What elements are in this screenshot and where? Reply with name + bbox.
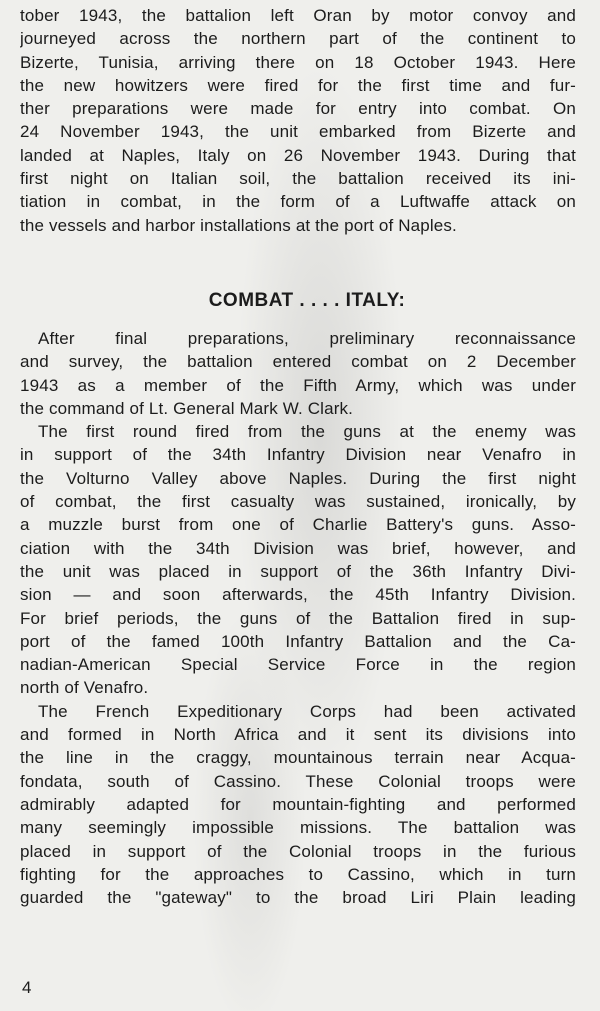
- text-line: of combat, the first casualty was sustained, ironically, by: [20, 492, 576, 512]
- text-line: After final preparations, preliminary reconnaissance: [38, 329, 576, 348]
- text-line: landed at Naples, Italy on 26 November 1943. During that: [20, 145, 576, 165]
- text-line: the vessels and harbor installations at the port of Naples.: [20, 215, 457, 235]
- text-line: and formed in North Africa and it sent its divisions into: [20, 725, 576, 745]
- text-line: fighting for the approaches to Cassino, which in turn: [20, 864, 576, 884]
- text-line: a muzzle burst from one of Charlie Battery's guns. Asso-: [20, 515, 576, 535]
- text-line: first night on Italian soil, the battalion received its ini-: [20, 169, 576, 189]
- text-line: The first round fired from the guns at the enemy was: [38, 422, 576, 442]
- intro-paragraph: [20, 4, 576, 237]
- text-line: admirably adapted for mountain-fighting and performed: [20, 794, 576, 814]
- text-line: 1943 as a member of the Fifth Army, which was under: [20, 375, 576, 395]
- text-line: ciation with the 34th Division was brief, however, and: [20, 538, 576, 558]
- text-line: fondata, south of Cassino. These Colonial troops were: [20, 771, 576, 791]
- combat-section-body: [20, 327, 576, 909]
- text-line: tiation in combat, in the form of a Luftwaffe attack on: [20, 192, 576, 212]
- text-line: the command of Lt. General Mark W. Clark.: [20, 398, 354, 418]
- text-line: 24 November 1943, the unit embarked from Bizerte and: [20, 122, 576, 142]
- text-line: and survey, the battalion entered combat on 2 December: [20, 352, 576, 372]
- text-line: in support of the 34th Infantry Division near Venafro in: [20, 445, 576, 465]
- text-line: Bizerte, Tunisia, arriving there on 18 October 1943. Here: [20, 52, 576, 72]
- text-line: north of Venafro.: [20, 678, 149, 698]
- text-line: guarded the "gateway" to the broad Liri Plain leading: [20, 888, 576, 908]
- page-number: 4: [22, 978, 32, 997]
- section-heading: COMBAT . . . . ITALY:: [208, 290, 406, 311]
- text-line: placed in support of the Colonial troops in the furious: [20, 841, 576, 861]
- text-line: the Volturno Valley above Naples. During the first night: [20, 468, 576, 488]
- text-line: The French Expeditionary Corps had been activated: [38, 701, 576, 721]
- text-line: tober 1943, the battalion left Oran by motor convoy and: [20, 6, 576, 25]
- text-line: ther preparations were made for entry into combat. On: [20, 99, 576, 119]
- text-line: the new howitzers were fired for the first time and fur-: [20, 75, 576, 95]
- text-line: sion — and soon afterwards, the 45th Infantry Division.: [20, 585, 576, 605]
- text-line: For brief periods, the guns of the Battalion fired in sup-: [20, 608, 576, 628]
- text-line: port of the famed 100th Infantry Battalion and the Ca-: [20, 631, 576, 651]
- text-line: the line in the craggy, mountainous terrain near Acqua-: [20, 748, 576, 768]
- text-line: the unit was placed in support of the 36th Infantry Divi-: [20, 561, 576, 581]
- text-line: nadian-American Special Service Force in the region: [20, 655, 576, 675]
- text-line: many seemingly impossible missions. The battalion was: [20, 818, 576, 838]
- text-line: journeyed across the northern part of the continent to: [20, 29, 576, 49]
